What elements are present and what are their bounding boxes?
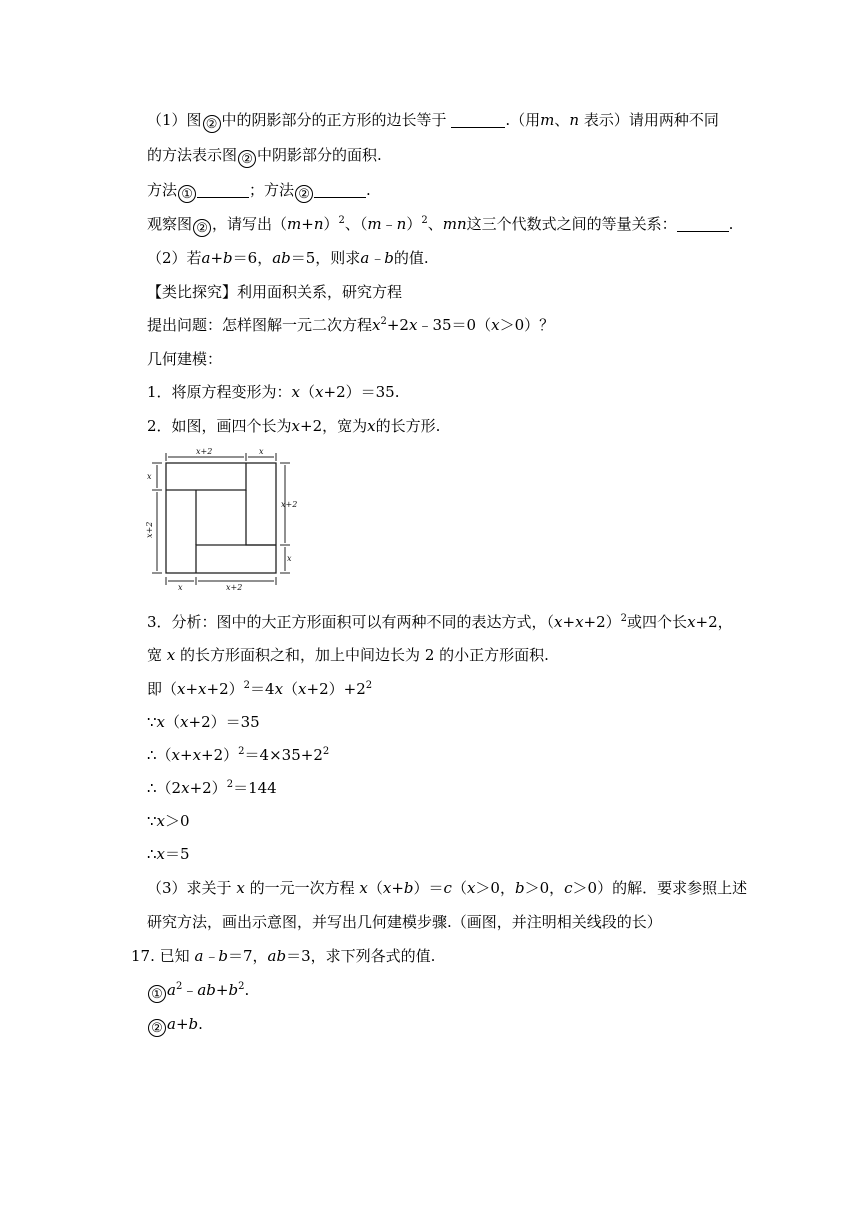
right-long-label: x+2 [281,500,298,509]
q1-line1: （1）图 ② 中的阴影部分的正方形的边长等于 .（用m、n 表示）请用两种不同 [147,111,719,132]
left-long-label: x+2 [145,521,154,538]
q1-line2: 的方法表示图 ② 中阴影部分的面积. [147,146,382,167]
bottom-short-label: x [178,583,183,592]
equation-5: ∵x＞0 [147,812,190,830]
top-rect-line [166,463,246,490]
problem-line: 提出问题：怎样图解一元二次方程$x^2+2x﹣35=0(x>0)$？ [147,316,555,334]
outer-square [166,463,276,573]
top-long-label: x+2 [196,447,213,456]
equation-6: ∴x＝5 [147,845,190,863]
bottom-rect-line [196,545,276,573]
q17-part2: ② a+b. [147,1014,203,1037]
observe-line: 观察图 ② ，请写出$(m+n)^2$、（m﹣n）$^2$、mn这三个代数式之间的等量关系： . [147,215,734,236]
right-short-label: x [287,554,292,563]
analogy-heading: 【类比探究】利用面积关系，研究方程 [147,283,403,301]
equation-1: 即$(x+x+2)^2=4x(x+2)+2^2$ [147,680,373,698]
relation-blank[interactable] [677,231,729,232]
inner-small-square [196,490,206,500]
method2-blank[interactable] [314,197,366,198]
methods-line: 方法 ① ；方法 ② . [147,181,371,202]
model-title: 几何建模： [147,350,223,368]
q17-part1: ① $a^2﹣ab+b^2$. [147,980,249,1003]
method1-blank[interactable] [197,197,249,198]
bottom-long-label: x+2 [226,583,243,592]
q3-line1: （3）求关于 x 的一元一次方程 x（x+b）＝c（x＞0，b＞0，c＞0）的解．要求参照上述 [147,879,748,897]
equation-4: $\therefore(2x+2)^2=144$ [147,779,277,797]
step1-line: 1．将原方程变形为：x（x+2）＝35. [147,383,400,401]
step3-line1: 3．分析：图中的大正方形面积可以有两种不同的表达方式，$(x+x+2)^2$或四个长x+2， [147,613,733,631]
step3-line2: 宽 x 的长方形面积之和，加上中间边长为 2 的小正方形面积. [147,646,549,664]
q17-line: 17. 已知 a﹣b＝7，ab＝3，求下列各式的值. [131,947,436,965]
left-short-label: x [147,472,152,481]
q3-line2: 研究方法，画出示意图，并写出几何建模步骤.（画图，并注明相关线段的长） [147,913,662,931]
right-rect-line [246,490,276,545]
question-number: 17. [131,947,155,965]
rectangles-figure [146,445,298,591]
equation-3: $\therefore(x+x+2)^2=4\times 35+2^2$ [147,746,330,764]
equation-2: ∵x（x+2）＝35 [147,713,260,731]
answer-blank[interactable] [451,127,505,128]
q2-line: （2）若a+b＝6，ab＝5，则求a﹣b的值. [147,249,429,267]
top-short-label: x [259,447,264,456]
step2-line: 2．如图，画四个长为x+2，宽为x的长方形. [147,417,441,435]
